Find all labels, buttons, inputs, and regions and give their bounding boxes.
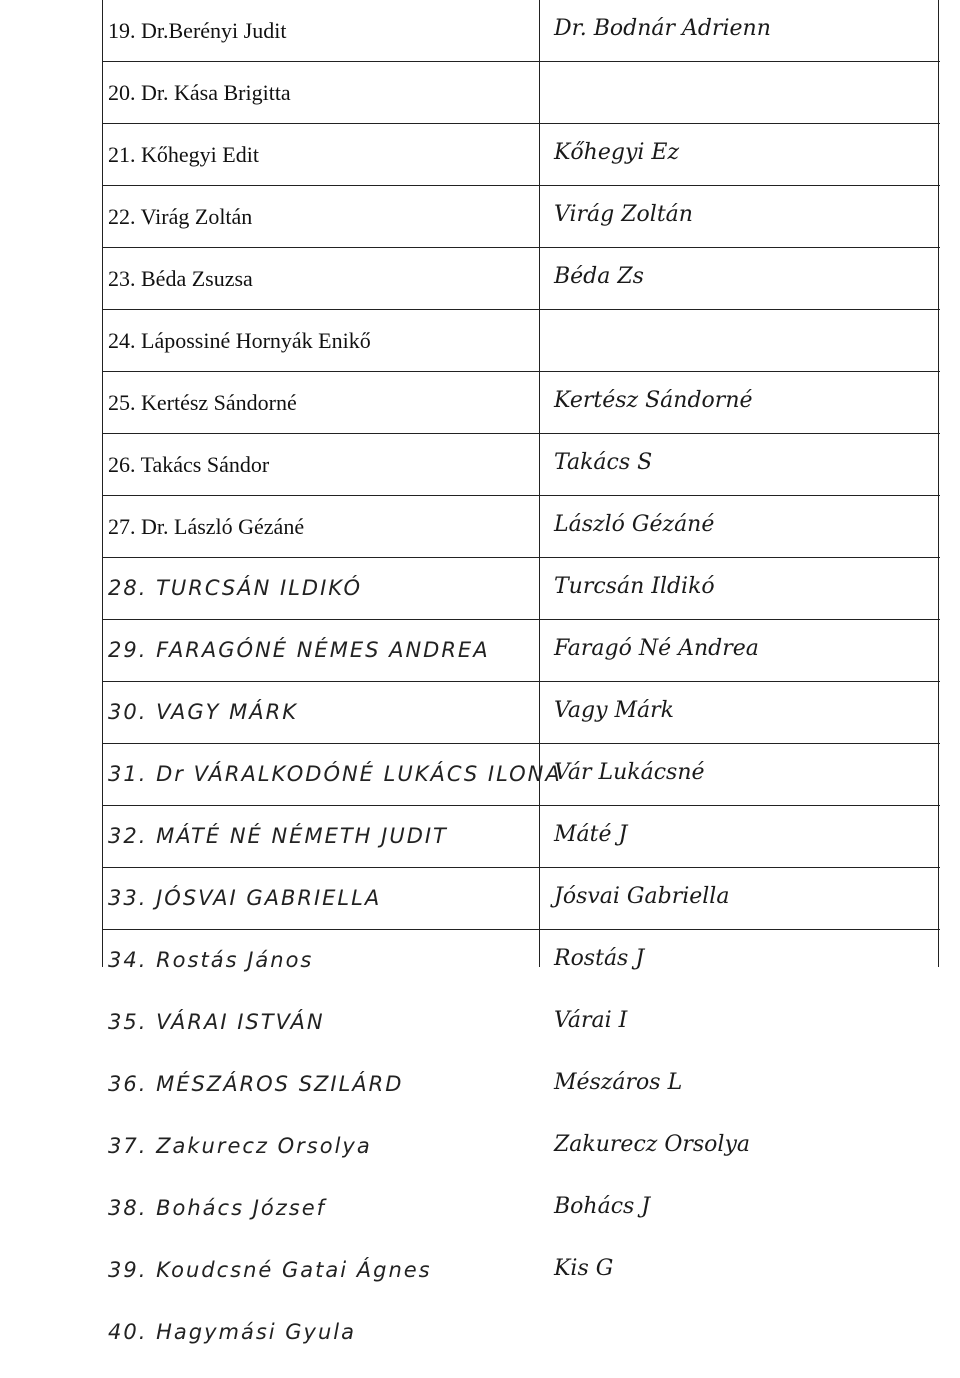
table-row — [102, 434, 940, 496]
signature: Zakurecz Orsolya — [554, 1132, 751, 1157]
name-text: VÁRAI ISTVÁN — [156, 1010, 325, 1034]
row-number: 34. — [108, 948, 148, 972]
participant-name — [108, 1134, 372, 1158]
name-text: Takács Sándor — [140, 452, 270, 477]
signature: Vagy Márk — [554, 698, 674, 723]
table-row — [102, 682, 940, 744]
row-number: 35. — [108, 1010, 148, 1034]
row-number: 20. — [108, 80, 136, 105]
table-row — [102, 1116, 940, 1178]
table-row — [102, 0, 940, 62]
row-number: 26. — [108, 452, 136, 477]
signature: Rostás J — [554, 946, 645, 971]
signature: Kis G — [554, 1256, 614, 1281]
participant-name — [108, 886, 381, 910]
table-row — [102, 992, 940, 1054]
name-text: Dr. Kása Brigitta — [141, 80, 291, 105]
participant-name — [108, 390, 297, 416]
table-row — [102, 930, 940, 992]
participant-name — [108, 638, 490, 662]
table-row — [102, 620, 940, 682]
participant-name — [108, 700, 298, 724]
row-number: 29. — [108, 638, 148, 662]
participant-name — [108, 18, 286, 44]
row-number: 32. — [108, 824, 148, 848]
name-text: JÓSVAI GABRIELLA — [156, 886, 382, 910]
name-text: Hagymási Gyula — [156, 1320, 357, 1344]
signature: Bohács J — [554, 1194, 651, 1219]
participant-name — [108, 762, 562, 786]
table-row — [102, 744, 940, 806]
row-number: 23. — [108, 266, 136, 291]
table-row — [102, 1302, 940, 1372]
name-text: Kőhegyi Edit — [141, 142, 259, 167]
participant-name — [108, 948, 313, 972]
participant-name — [108, 452, 269, 478]
signature: Faragó Né Andrea — [554, 636, 759, 661]
row-number: 39. — [108, 1258, 148, 1282]
row-number: 31. — [108, 762, 148, 786]
name-text: Bohács József — [156, 1196, 327, 1220]
table-row — [102, 186, 940, 248]
participant-name — [108, 266, 253, 292]
participant-name — [108, 1258, 432, 1282]
signature: Béda Zs — [554, 264, 644, 289]
table-row — [102, 62, 940, 124]
participant-name — [108, 80, 291, 106]
row-number: 28. — [108, 576, 148, 600]
name-text: VAGY MÁRK — [156, 700, 299, 724]
name-text: Dr.Berényi Judit — [141, 18, 287, 43]
signature: Várai I — [554, 1008, 628, 1033]
name-text: FARAGÓNÉ NÉMES ANDREA — [156, 638, 490, 662]
table-row — [102, 1240, 940, 1302]
row-number: 19. — [108, 18, 136, 43]
table-row — [102, 124, 940, 186]
participant-name — [108, 514, 304, 540]
table-row — [102, 496, 940, 558]
signature: Kertész Sándorné — [554, 388, 753, 413]
signature: Takács S — [554, 450, 653, 475]
name-text: Rostás János — [156, 948, 314, 972]
name-text: Kertész Sándorné — [141, 390, 297, 415]
table-row — [102, 310, 940, 372]
participant-name — [108, 1010, 325, 1034]
row-number: 33. — [108, 886, 148, 910]
participant-name — [108, 328, 371, 354]
row-number: 37. — [108, 1134, 148, 1158]
row-number: 25. — [108, 390, 136, 415]
signature: Turcsán Ildikó — [554, 574, 715, 599]
table-row — [102, 248, 940, 310]
name-text: MÁTÉ NÉ NÉMETH JUDIT — [156, 824, 448, 848]
participant-name — [108, 576, 362, 600]
row-number: 38. — [108, 1196, 148, 1220]
participant-name — [108, 1320, 356, 1344]
name-text: Virág Zoltán — [140, 204, 253, 229]
participant-name — [108, 204, 252, 230]
signature: László Gézáné — [554, 512, 715, 537]
table-row — [102, 1054, 940, 1116]
row-number: 27. — [108, 514, 136, 539]
name-text: MÉSZÁROS SZILÁRD — [156, 1072, 404, 1096]
table-row — [102, 868, 940, 930]
signature: Dr. Bodnár Adrienn — [554, 16, 771, 41]
participant-name — [108, 824, 448, 848]
signature: Vár Lukácsné — [554, 760, 705, 785]
participant-name — [108, 1072, 403, 1096]
row-number: 36. — [108, 1072, 148, 1096]
signature: Mészáros L — [554, 1070, 683, 1095]
name-text: Lápossiné Hornyák Enikő — [141, 328, 371, 353]
name-text: Dr. László Gézáné — [141, 514, 305, 539]
name-text: Dr VÁRALKODÓNÉ LUKÁCS ILONA — [156, 762, 562, 786]
name-text: Béda Zsuzsa — [141, 266, 253, 291]
name-text: Zakurecz Orsolya — [156, 1134, 372, 1158]
participant-name — [108, 142, 259, 168]
signature: Jósvai Gabriella — [554, 884, 730, 909]
row-number: 21. — [108, 142, 136, 167]
row-number: 30. — [108, 700, 148, 724]
table-row — [102, 1178, 940, 1240]
table-row — [102, 372, 940, 434]
row-number: 22. — [108, 204, 136, 229]
table-row — [102, 806, 940, 868]
participant-name — [108, 1196, 326, 1220]
name-text: TURCSÁN ILDIKÓ — [156, 576, 363, 600]
signature: Máté J — [554, 822, 628, 847]
row-number: 24. — [108, 328, 136, 353]
signature: Virág Zoltán — [554, 202, 693, 227]
name-text: Koudcsné Gatai Ágnes — [156, 1258, 432, 1282]
signature: Kőhegyi Ez — [554, 140, 680, 165]
row-number: 40. — [108, 1320, 148, 1344]
table-row — [102, 558, 940, 620]
